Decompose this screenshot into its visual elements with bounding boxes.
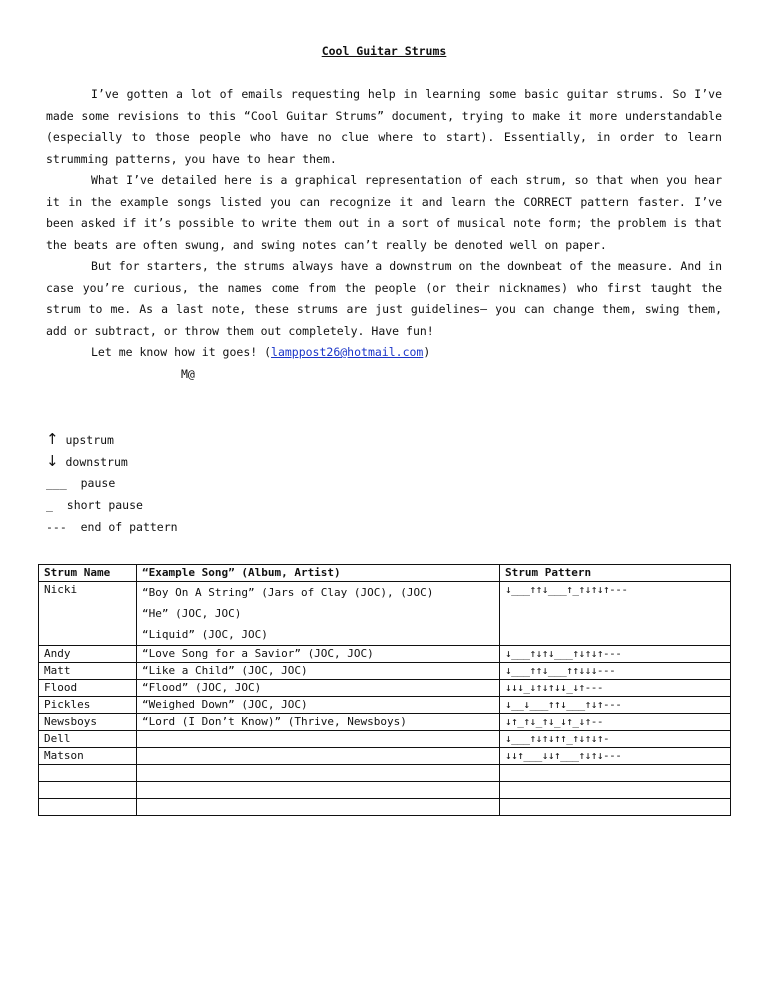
pattern-cell: ↓___↑↑↓___↑_↑↓↑↓↑--- — [500, 582, 731, 646]
contact-prefix: Let me know how it goes! ( — [91, 345, 272, 359]
songs-cell — [137, 582, 500, 646]
table-row — [39, 731, 731, 748]
header-strum-name: Strum Name — [39, 565, 137, 582]
table-row — [39, 646, 731, 663]
songs-cell — [137, 748, 500, 765]
legend-short-pause — [46, 494, 178, 516]
songs-cell — [137, 765, 500, 782]
legend-label: pause — [66, 476, 116, 490]
legend-upstrum — [46, 428, 178, 450]
paragraph-3: But for starters, the strums always have a downstrum on the downbeat of the measure. And in case you’re curious, the names come from the people (or their nicknames) who first taught the strum to me. As a last note, these strums are just guidelines– you can change them, swing them, add or subtract, or throw them out completely. Have fun! — [46, 259, 722, 338]
pause-symbol: ___ — [46, 476, 67, 490]
contact-suffix: ) — [423, 345, 431, 359]
songs-cell: “Lord (I Don’t Know)” (Thrive, Newsboys) — [137, 714, 500, 731]
strum-name-cell: Pickles — [39, 697, 137, 714]
strum-table — [38, 564, 731, 816]
songs-cell: “Like a Child” (JOC, JOC) — [137, 663, 500, 680]
songs-cell — [137, 799, 500, 816]
table-row — [39, 697, 731, 714]
legend-downstrum — [46, 450, 178, 472]
legend-label: downstrum — [58, 455, 128, 469]
songs-cell — [137, 731, 500, 748]
pattern-cell: ↓___↑↑↓___↑↑↓↓↓--- — [500, 663, 731, 680]
table-row — [39, 680, 731, 697]
song-entry: “Liquid” (JOC, JOC) — [142, 628, 268, 641]
table-row — [39, 799, 731, 816]
strum-name-cell: Matson — [39, 748, 137, 765]
intro-text — [46, 84, 722, 385]
paragraph-1: I’ve gotten a lot of emails requesting help in learning some basic guitar strums. So I’ve made some revisions to this “Cool Guitar Strums” document, trying to make it more understandable (especially to those people who have no clue where to start). Essentially, in order to learn strumming patterns, you have to hear them. — [46, 87, 722, 166]
song-entry: “He” (JOC, JOC) — [142, 607, 242, 620]
legend-end — [46, 516, 178, 538]
pattern-cell — [500, 799, 731, 816]
songs-cell: “Weighed Down” (JOC, JOC) — [137, 697, 500, 714]
table-row — [39, 582, 731, 646]
pattern-cell: ↓___↑↓↑↓___↑↓↑↓↑--- — [500, 646, 731, 663]
table-row — [39, 782, 731, 799]
strum-name-cell — [39, 782, 137, 799]
strum-name-cell: Nicki — [39, 582, 137, 646]
signature: M@ — [181, 366, 195, 381]
pattern-cell: ↓__↓___↑↑↓___↑↓↑--- — [500, 697, 731, 714]
strum-name-cell: Matt — [39, 663, 137, 680]
strum-name-cell: Flood — [39, 680, 137, 697]
songs-cell: “Love Song for a Savior” (JOC, JOC) — [137, 646, 500, 663]
header-strum-pattern: Strum Pattern — [500, 565, 731, 582]
header-example-song: “Example Song” (Album, Artist) — [137, 565, 500, 582]
table-row — [39, 714, 731, 731]
songs-cell — [137, 782, 500, 799]
pattern-cell: ↓↑_↑↓_↑↓_↓↑_↓↑-- — [500, 714, 731, 731]
pattern-cell: ↓↓↓_↓↑↓↑↓↓_↓↑--- — [500, 680, 731, 697]
short-pause-symbol: _ — [46, 498, 53, 512]
paragraph-2: What I’ve detailed here is a graphical representation of each strum, so that when you hear it in the example songs listed you can recognize it and learn the CORRECT pattern faster. I’ve been asked if it’s possible to write them out in a sort of musical note form; the problem is that the beats are often swung, and swing notes can’t really be denoted well on paper. — [46, 173, 722, 252]
strum-name-cell: Dell — [39, 731, 137, 748]
end-symbol: --- — [46, 520, 67, 534]
table-row — [39, 663, 731, 680]
pattern-cell — [500, 782, 731, 799]
signature-line — [46, 364, 722, 386]
legend-label: end of pattern — [66, 520, 178, 534]
document-title: Cool Guitar Strums — [321, 44, 447, 58]
pattern-cell: ↓___↑↓↑↓↑↑_↑↓↑↓↑- — [500, 731, 731, 748]
up-arrow-icon: ↑ — [46, 430, 59, 448]
down-arrow-icon: ↓ — [46, 452, 59, 470]
pattern-cell: ↓↓↑___↓↓↑___↑↓↑↓--- — [500, 748, 731, 765]
strum-name-cell: Andy — [39, 646, 137, 663]
pattern-cell — [500, 765, 731, 782]
songs-cell: “Flood” (JOC, JOC) — [137, 680, 500, 697]
legend-label: short pause — [52, 498, 143, 512]
strum-name-cell — [39, 799, 137, 816]
legend-pause — [46, 472, 178, 494]
strum-name-cell — [39, 765, 137, 782]
legend-label: upstrum — [58, 433, 114, 447]
strum-name-cell: Newsboys — [39, 714, 137, 731]
email-link[interactable]: lamppost26@hotmail.com — [271, 345, 424, 359]
table-row — [39, 748, 731, 765]
table-header-row — [39, 565, 731, 582]
song-entry: “Boy On A String” (Jars of Clay (JOC), (JOC) — [142, 586, 434, 599]
table-row — [39, 765, 731, 782]
paragraph-contact — [46, 342, 722, 364]
legend — [46, 428, 178, 538]
